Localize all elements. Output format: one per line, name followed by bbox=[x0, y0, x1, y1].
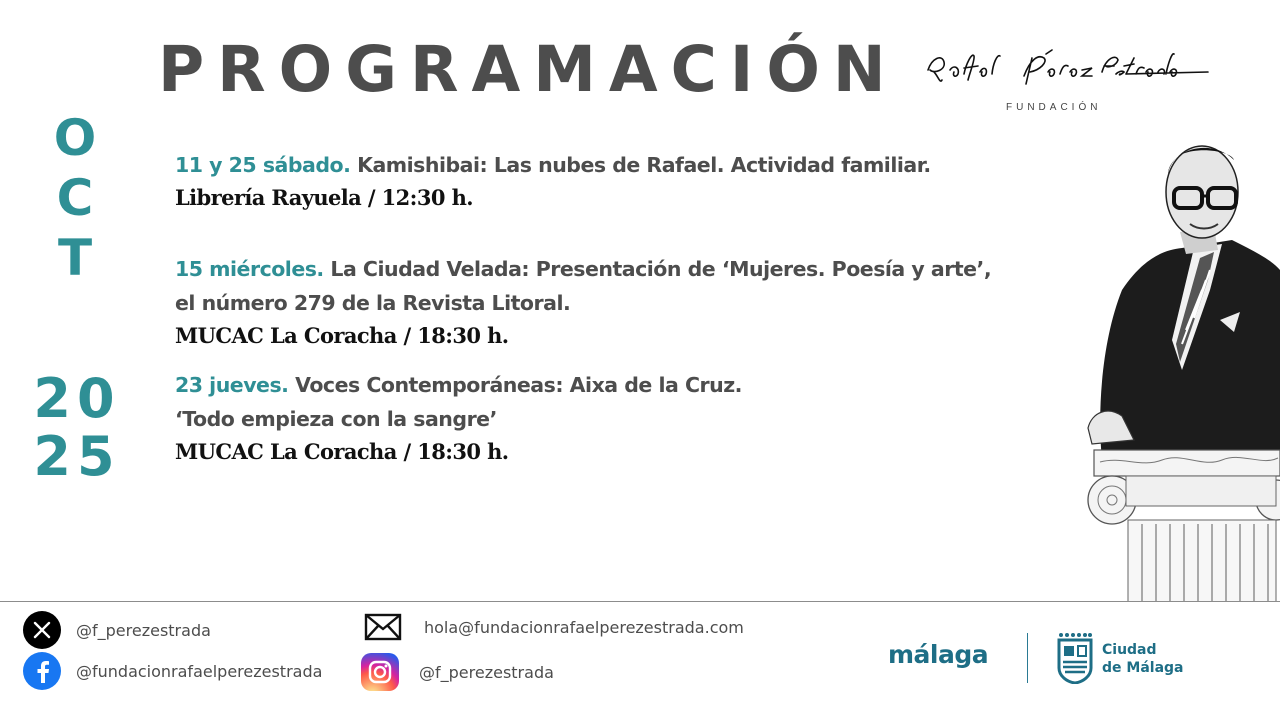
year-vertical bbox=[30, 367, 124, 488]
city-name-line1: Ciudad bbox=[1102, 642, 1157, 658]
month-letter: C bbox=[56, 169, 94, 227]
instagram-icon bbox=[361, 653, 399, 691]
event-date: 15 miércoles. bbox=[175, 257, 324, 281]
facebook-handle[interactable]: @fundacionrafaelperezestrada bbox=[76, 661, 323, 681]
month-letter: O bbox=[53, 109, 97, 167]
month-letter: T bbox=[57, 229, 93, 287]
city-name-line2: de Málaga bbox=[1102, 660, 1184, 676]
event-item bbox=[175, 148, 931, 214]
event-title-line bbox=[175, 368, 742, 402]
event-title: La Ciudad Velada: Presentación de ‘Mujeres. Poesía y arte’, bbox=[330, 257, 992, 281]
year-part: 25 bbox=[33, 425, 121, 488]
event-date: 11 y 25 sábado. bbox=[175, 153, 351, 177]
x-logo-icon bbox=[23, 611, 61, 649]
event-venue-time: Librería Rayuela / 12:30 h. bbox=[175, 185, 473, 210]
event-title-line bbox=[175, 148, 931, 182]
foundation-label: FUNDACIÓN bbox=[1006, 102, 1102, 113]
email-contact[interactable] bbox=[364, 612, 744, 642]
portrait-illustration bbox=[1082, 140, 1280, 602]
year-part: 20 bbox=[33, 367, 121, 430]
malaga-logo: málaga bbox=[888, 640, 989, 669]
event-venue-time: MUCAC La Coracha / 18:30 h. bbox=[175, 439, 509, 464]
footer-divider bbox=[0, 601, 1280, 602]
city-name bbox=[1102, 641, 1183, 677]
page-title: PROGRAMACIÓN bbox=[158, 33, 899, 106]
instagram-handle[interactable]: @f_perezestrada bbox=[419, 662, 554, 682]
logo-divider bbox=[1027, 633, 1028, 683]
event-date: 23 jueves. bbox=[175, 373, 289, 397]
x-handle[interactable]: @f_perezestrada bbox=[76, 620, 211, 640]
event-title: Voces Contemporáneas: Aixa de la Cruz. bbox=[295, 373, 742, 397]
x-contact[interactable] bbox=[23, 611, 211, 649]
event-item bbox=[175, 368, 742, 468]
event-venue-time: MUCAC La Coracha / 18:30 h. bbox=[175, 323, 509, 348]
foundation-logo bbox=[920, 40, 1220, 120]
month-vertical bbox=[44, 108, 106, 288]
facebook-icon bbox=[23, 652, 61, 690]
instagram-contact[interactable] bbox=[361, 653, 554, 691]
city-crest-icon bbox=[1057, 632, 1093, 684]
event-title-line bbox=[175, 252, 991, 286]
event-title-continued: el número 279 de la Revista Litoral. bbox=[175, 291, 571, 315]
envelope-icon bbox=[364, 612, 402, 642]
event-title: Kamishibai: Las nubes de Rafael. Actividad familiar. bbox=[357, 153, 931, 177]
event-subtitle: ‘Todo empieza con la sangre’ bbox=[175, 407, 497, 431]
signature-logo bbox=[920, 40, 1220, 100]
event-item bbox=[175, 252, 991, 352]
facebook-contact[interactable] bbox=[23, 652, 322, 690]
email-address[interactable]: hola@fundacionrafaelperezestrada.com bbox=[424, 617, 744, 637]
